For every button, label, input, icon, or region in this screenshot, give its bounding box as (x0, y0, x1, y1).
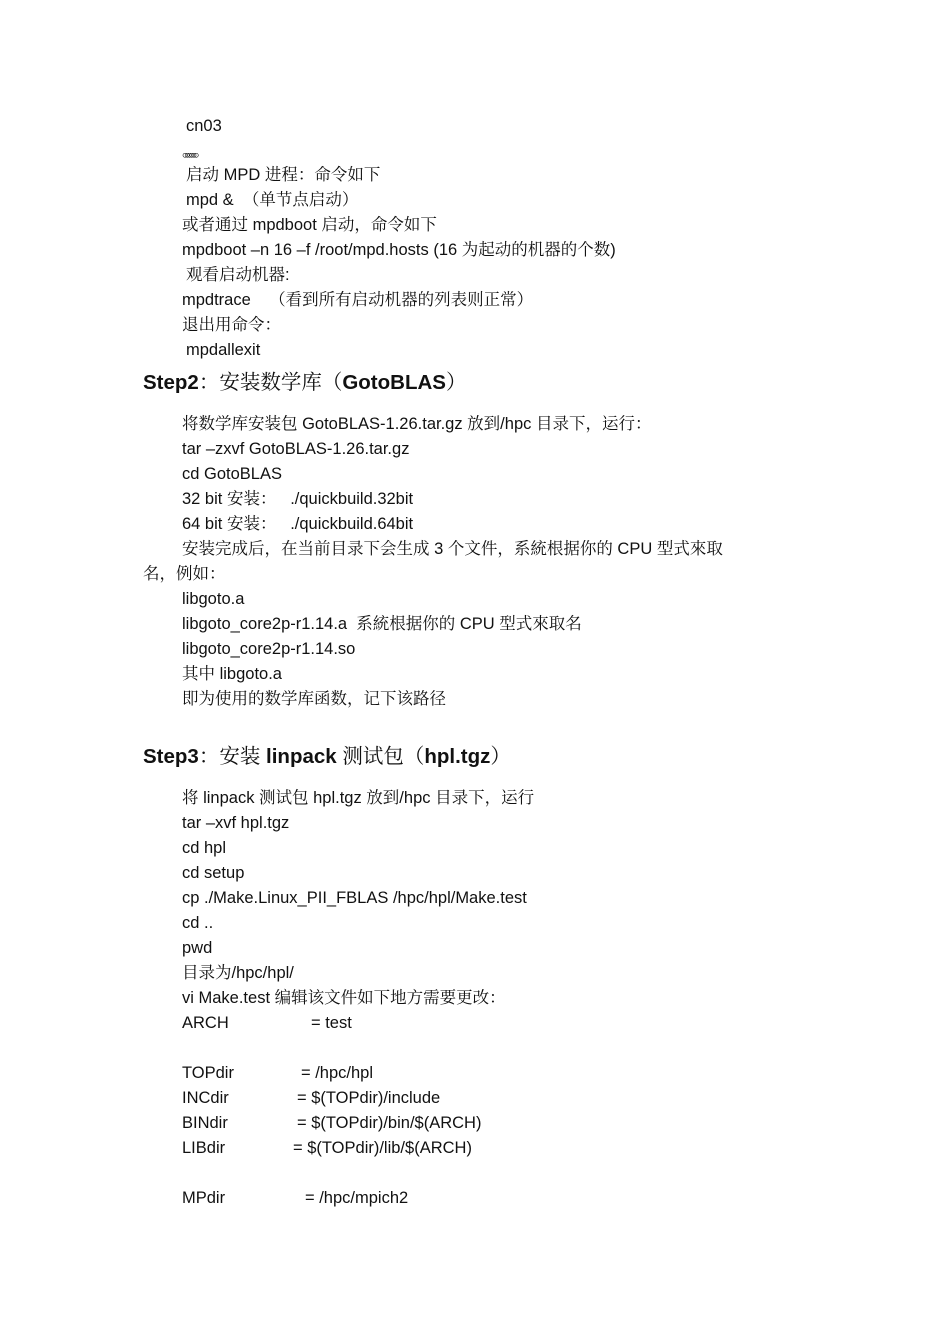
text-line: mpdboot –n 16 –f /root/mpd.hosts (16 为起动的机器的个数) (182, 241, 616, 259)
text-line: 32 bit 安装： ./quickbuild.32bit (182, 490, 414, 508)
text-line: 将数学库安装包 GotoBLAS-1.26.tar.gz 放到/hpc 目录下，运行： (182, 415, 652, 433)
config-key: LIBdir (182, 1139, 226, 1157)
text-line: 名，例如： (143, 565, 226, 583)
text-line: 目录为/hpc/hpl/ (182, 964, 294, 982)
config-key: TOPdir (182, 1064, 234, 1082)
text-line: 。。。。。。 (182, 142, 204, 160)
step3-text-b: linpack (266, 745, 337, 768)
text-line: cd hpl (182, 839, 227, 857)
step2-sep: ： (198, 371, 220, 394)
text-line: libgoto_core2p-r1.14.so (182, 640, 356, 658)
step3-label: Step3 (143, 745, 199, 768)
text-line: libgoto.a (182, 590, 245, 608)
text-line: 即为使用的数学库函数，记下该路径 (182, 690, 446, 708)
text-line: mpd & （单节点启动） (186, 191, 359, 209)
text-line: 将 linpack 测试包 hpl.tgz 放到/hpc 目录下，运行 (182, 789, 535, 807)
step2-text-a: 安装数学库（ (219, 371, 343, 394)
text-line: 或者通过 mpdboot 启动，命令如下 (182, 216, 437, 234)
config-value: = $(TOPdir)/lib/$(ARCH) (293, 1139, 472, 1157)
step3-sep: ： (198, 745, 220, 768)
text-line: cd setup (182, 864, 245, 882)
text-line: mpdtrace （看到所有启动机器的列表则正常） (182, 291, 534, 309)
step2-label: Step2 (143, 371, 199, 394)
config-value: = test (311, 1014, 352, 1032)
step2-text-c: ） (445, 371, 467, 394)
text-line: cn03 (186, 117, 222, 135)
text-line: cd GotoBLAS (182, 465, 282, 483)
text-line: 安装完成后，在当前目录下会生成 3 个文件，系統根据你的 CPU 型式來取 (182, 540, 723, 558)
text-line: tar –zxvf GotoBLAS-1.26.tar.gz (182, 440, 410, 458)
config-key: ARCH (182, 1014, 229, 1032)
text-line: libgoto_core2p-r1.14.a 系統根据你的 CPU 型式來取名 (182, 615, 582, 633)
step3-text-a: 安装 (219, 745, 267, 768)
text-line: 启动 MPD 进程：命令如下 (186, 166, 381, 184)
text-line: mpdallexit (186, 341, 261, 359)
config-value: = /hpc/mpich2 (305, 1189, 409, 1207)
step3-text-c: 测试包（ (336, 745, 425, 768)
text-line: 其中 libgoto.a (182, 665, 282, 683)
config-key: BINdir (182, 1114, 228, 1132)
config-value: = $(TOPdir)/include (297, 1089, 441, 1107)
config-value: = $(TOPdir)/bin/$(ARCH) (297, 1114, 482, 1132)
step3-heading (143, 744, 511, 770)
config-key: INCdir (182, 1089, 229, 1107)
text-line: cd .. (182, 914, 214, 932)
config-key: MPdir (182, 1189, 226, 1207)
step3-text-d: hpl.tgz (424, 745, 491, 768)
text-line: vi Make.test 编辑该文件如下地方需要更改： (182, 989, 506, 1007)
text-line: tar –xvf hpl.tgz (182, 814, 290, 832)
step2-heading (143, 370, 466, 396)
step3-text-e: ） (490, 745, 511, 768)
step2-text-b: GotoBLAS (342, 371, 446, 394)
text-line: pwd (182, 939, 213, 957)
config-value: = /hpc/hpl (301, 1064, 374, 1082)
text-line: 64 bit 安装： ./quickbuild.64bit (182, 515, 414, 533)
text-line: 观看启动机器: (186, 266, 290, 284)
text-line: cp ./Make.Linux_PII_FBLAS /hpc/hpl/Make.test (182, 889, 527, 907)
text-line: 退出用命令： (182, 316, 281, 334)
